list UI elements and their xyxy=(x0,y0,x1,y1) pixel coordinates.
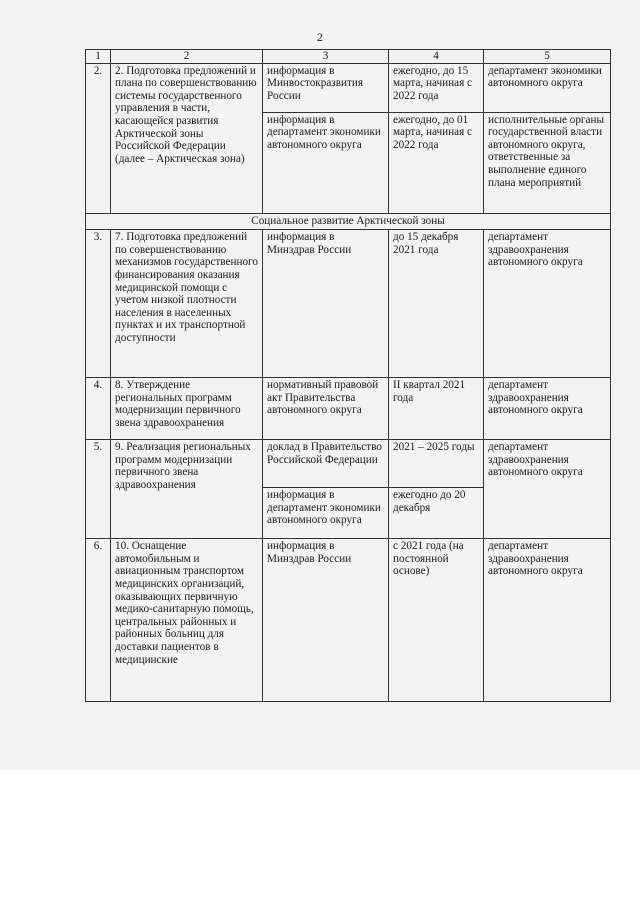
measure-cell: 10. Оснащение автомобильным и авиационным транспортом медицинских организаций, оказывающих первичную медико-санитарную помощь, центральных районных и районных больниц для доставки пациентов в медицинские xyxy=(111,539,263,702)
executor-cell: департамент здравоохранения автономного округа xyxy=(484,539,611,702)
section-title: Социальное развитие Арктической зоны xyxy=(86,213,611,230)
measure-cell: 9. Реализация региональных программ модернизации первичного звена здравоохранения xyxy=(111,440,263,539)
table-row xyxy=(86,539,611,702)
header-cell: 5 xyxy=(484,50,611,64)
form-cell: информация в Минздрав России xyxy=(263,539,389,702)
deadline-cell: до 15 декабря 2021 года xyxy=(389,230,484,378)
header-cell: 1 xyxy=(86,50,111,64)
header-row xyxy=(86,50,611,64)
header-cell: 4 xyxy=(389,50,484,64)
measure-cell: 8. Утверждение региональных программ модернизации первичного звена здравоохранения xyxy=(111,378,263,440)
page-number: 2 xyxy=(317,30,323,44)
row-number: 4. xyxy=(86,378,111,440)
table-row xyxy=(86,378,611,440)
header-cell: 3 xyxy=(263,50,389,64)
section-row xyxy=(86,213,611,230)
form-cell: информация в департамент экономики автономного округа xyxy=(263,488,389,539)
deadline-cell: II квартал 2021 года xyxy=(389,378,484,440)
form-cell: нормативный правовой акт Правительства автономного округа xyxy=(263,378,389,440)
form-cell: информация в департамент экономики автономного округа xyxy=(263,112,389,213)
header-cell: 2 xyxy=(111,50,263,64)
executor-cell: департамент здравоохранения автономного округа xyxy=(484,440,611,539)
deadline-cell: с 2021 года (на постоянной основе) xyxy=(389,539,484,702)
form-cell: доклад в Правительство Российской Федерации xyxy=(263,440,389,488)
executor-cell: исполнительные органы государственной власти автономного округа, ответственные за выполнение единого плана мероприятий xyxy=(484,112,611,213)
executor-cell: департамент здравоохранения автономного округа xyxy=(484,230,611,378)
executor-cell: департамент здравоохранения автономного округа xyxy=(484,378,611,440)
plan-table xyxy=(85,49,611,702)
table-row xyxy=(86,63,611,112)
form-cell: информация в Минвостокразвития России xyxy=(263,63,389,112)
form-cell: информация в Минздрав России xyxy=(263,230,389,378)
row-number: 2. xyxy=(86,63,111,213)
table-row xyxy=(86,230,611,378)
executor-cell: департамент экономики автономного округа xyxy=(484,63,611,112)
row-number: 3. xyxy=(86,230,111,378)
deadline-cell: ежегодно, до 15 марта, начиная с 2022 года xyxy=(389,63,484,112)
deadline-cell: ежегодно до 20 декабря xyxy=(389,488,484,539)
deadline-cell: 2021 – 2025 годы xyxy=(389,440,484,488)
deadline-cell: ежегодно, до 01 марта, начиная с 2022 года xyxy=(389,112,484,213)
row-number: 6. xyxy=(86,539,111,702)
measure-cell: 2. Подготовка предложений и плана по совершенствованию системы государственного управления в части, касающейся развития Арктической зоны Российской Федерации (далее – Арктическая зона) xyxy=(111,63,263,213)
measure-cell: 7. Подготовка предложений по совершенствованию механизмов государственного финансирования оказания медицинской помощи с учетом низкой плотности населения в населенных пунктах и их транспортной доступности xyxy=(111,230,263,378)
table-row xyxy=(86,440,611,488)
row-number: 5. xyxy=(86,440,111,539)
